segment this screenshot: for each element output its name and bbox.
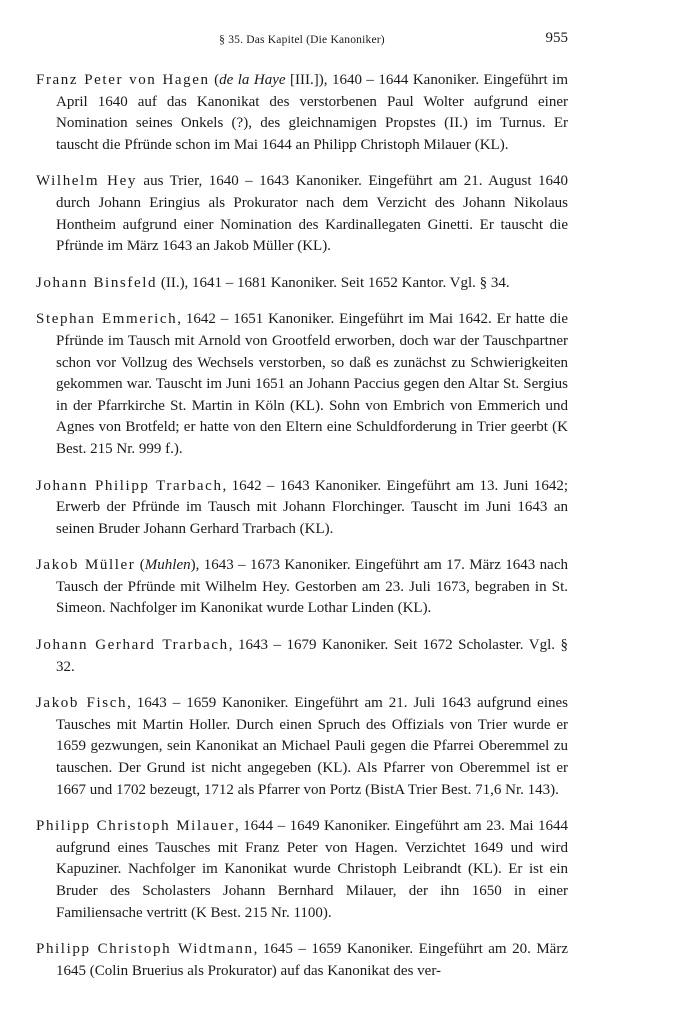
canon-entry [36,555,568,620]
canon-name: Philipp Christoph Widtmann [36,941,254,958]
canon-entry [36,309,568,460]
canon-name: Johann Philipp Trarbach [36,477,223,494]
entry-text: , 1644 – 1649 Kanoniker. Eingeführt am 23. Mai 1644 aufgrund eines Tausches mit Franz Peter von Hagen. Verzichtet 1649 und wird Kapuziner. Nachfolger im Kanonikat wurde Christoph Leibrandt (KL). Er ist ein Bruder des Scholasters Johann Bernhard Milauer, der ihn 1650 in einer Familiensache vertritt (K Best. 215 Nr. 1100). [56,818,568,921]
canon-entry [36,171,568,257]
canon-entry [36,635,568,678]
entry-text: , 1643 – 1679 Kanoniker. Seit 1672 Scholaster. Vgl. § 32. [56,637,569,675]
canon-name: Johann Binsfeld [36,274,158,291]
entry-prefix: ( [135,557,145,574]
canon-entry [36,816,568,924]
running-title: § 35. Das Kapitel (Die Kanoniker) [219,34,385,46]
entry-text: (II.), 1641 – 1681 Kanoniker. Seit 1652 Kantor. Vgl. § 34. [157,274,510,291]
canon-name: Johann Gerhard Trarbach [36,637,229,654]
canon-name: Jakob Müller [36,557,136,574]
entry-text: , 1645 – 1659 Kanoniker. Eingeführt am 20. März 1645 (Colin Bruerius als Prokurator) auf das Kanonikat des ver- [56,941,568,979]
entry-prefix: ( [209,72,220,88]
canon-entry-list [36,70,568,982]
canon-entry [36,70,568,156]
canon-entry [36,693,568,801]
canon-alias: de la Haye [219,72,286,88]
canon-name: Stephan Emmerich [36,311,178,328]
entry-text: , 1642 – 1643 Kanoniker. Eingeführt am 13. Juni 1642; Erwerb der Pfründe im Tausch mit Johann Florchinger. Tauscht im Juni 1643 an seinen Bruder Johann Gerhard Trarbach (KL). [56,477,568,537]
canon-name: Wilhelm Hey [36,173,137,190]
running-head [36,30,568,52]
entry-text: [III.]), 1640 – 1644 Kanoniker. Eingeführt im April 1640 auf das Kanonikat des verstorbenen Paul Wolter aufgrund einer Nomination seines Onkels (?), des gleichnamigen Propstes (II.) im Turnus. Er tauscht die Pfründe schon im Mai 1644 an Philipp Christoph Milauer (KL). [56,72,568,153]
canon-entry [36,476,568,541]
canon-alias: Muhlen [144,557,191,574]
entry-text: aus Trier, 1640 – 1643 Kanoniker. Eingeführt am 21. August 1640 durch Johann Eringius als Prokurator nach dem Verzicht des Johann Nikolaus Hontheim aufgrund einer Nomination des Kardinallegaten Ginetti. Er tauscht die Pfründe im März 1643 an Jakob Müller (KL). [56,173,568,255]
canon-name: Jakob Fisch [36,695,128,712]
canon-entry [36,939,568,982]
canon-entry [36,273,568,295]
page-number: 955 [545,30,568,46]
entry-text: , 1643 – 1659 Kanoniker. Eingeführt am 21. Juli 1643 aufgrund eines Tausches mit Martin Holler. Durch einen Spruch des Offizials von Trier wurde er 1659 gezwungen, sein Kanonikat an Michael Pauli gegen die Pfarrei Oberemmel zu tauschen. Der Grund ist nicht angegeben (KL). Als Pfarrer von Oberemmel ist er 1667 und 1702 bezeugt, 1712 als Pfarrer von Portz (BistA Trier Best. 71,6 Nr. 143). [56,695,568,798]
canon-name: Philipp Christoph Milauer [36,818,235,835]
canon-name: Franz Peter von Hagen [36,72,210,88]
document-page [36,30,568,987]
entry-text: ), 1643 – 1673 Kanoniker. Eingeführt am 17. März 1643 nach Tausch der Pfründe mit Wilhelm Hey. Gestorben am 23. Juli 1673, begraben in St. Simeon. Nachfolger im Kanonikat wurde Lothar Linden (KL). [56,557,568,617]
entry-text: , 1642 – 1651 Kanoniker. Eingeführt im Mai 1642. Er hatte die Pfründe im Tausch mit Arnold von Grootfeld erworben, doch war der Tauschpartner schon vor Vollzug des Wechsels verstorben, so daß es zunächst zu Schwierigkeiten gekommen war. Tauscht im Juni 1651 an Johann Paccius gegen den Altar St. Sergius in der Pfarrkirche St. Martin in Köln (KL). Sohn von Embrich von Emmerich und Agnes von Brotfeld; er hatte von den Eltern eine Schuldforderung in Trier geerbt (K Best. 215 Nr. 999 f.). [56,311,569,457]
